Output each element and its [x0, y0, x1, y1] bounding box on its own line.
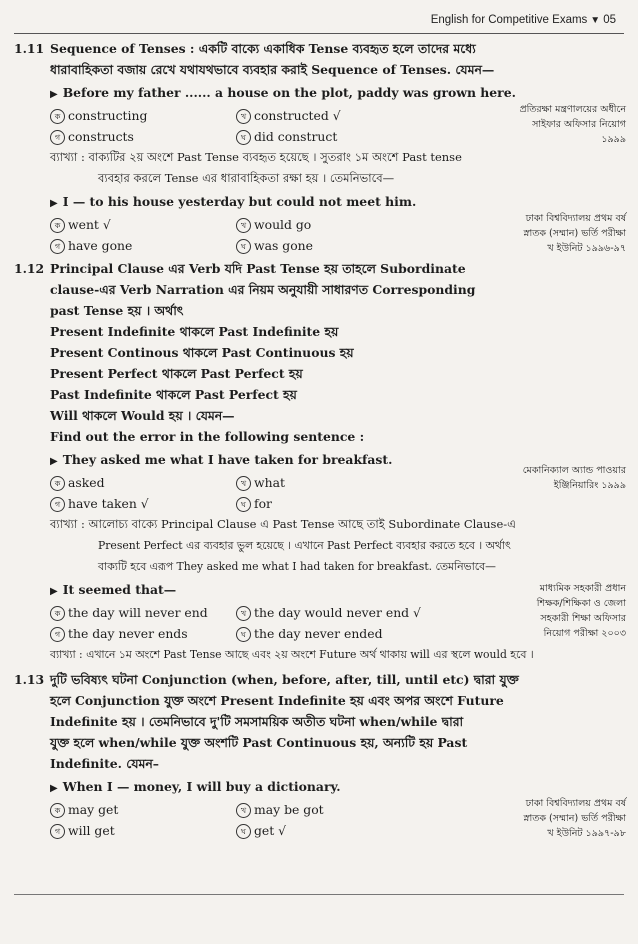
question-text: They asked me what I have taken for breakfast.: [62, 452, 393, 467]
running-header: [431, 14, 616, 26]
question-text: I — to his house yesterday but could not meet him.: [62, 194, 417, 209]
option-a: ক the day will never end: [50, 602, 236, 623]
triangle-right-icon: ▶: [50, 198, 58, 209]
question: [50, 82, 626, 147]
page-number: 05: [603, 14, 616, 26]
triangle-right-icon: ▶: [50, 456, 58, 467]
triangle-right-icon: ▶: [50, 586, 58, 597]
question: [50, 449, 626, 514]
option-d: ঘ for: [236, 493, 422, 514]
option-d: ঘ get √: [236, 820, 422, 841]
footer-rule: [14, 894, 624, 895]
section-number: 1.11: [14, 41, 45, 56]
option-b: খ constructed √: [236, 105, 422, 126]
instruction: Find out the error in the following sentence :: [50, 429, 365, 444]
section-1-11: [14, 38, 626, 256]
option-c: গ will get: [50, 820, 236, 841]
question: [50, 579, 626, 644]
question: [50, 776, 626, 841]
section-number: 1.12: [14, 261, 45, 276]
rule-line: Present Perfect থাকলে Past Perfect হয়: [50, 366, 303, 381]
triangle-right-icon: ▶: [50, 89, 58, 100]
section-intro: clause-এর Verb Narration এর নিয়ম অনুযায়ী সাধারণত Corresponding: [50, 282, 476, 297]
section-intro: Sequence of Tenses : একটি বাক্যে একাধিক Tense ব্যবহৃত হলে তাদের মধ্যে: [50, 41, 476, 56]
rule-line: Present Indefinite থাকলে Past Indefinite হয়: [50, 324, 339, 339]
question-source: মাধ্যমিক সহকারী প্রধান শিক্ষক/শিক্ষিকা ও জেলা সহকারী শিক্ষা অফিসার নিয়োগ পরীক্ষা ২০০৩: [536, 583, 626, 639]
section-intro: দুটি ভবিষ্যৎ ঘটনা Conjunction (when, before, after, till, until etc) দ্বারা যুক্ত: [50, 672, 519, 687]
explanation: ব্যাখ্যা : এখানে ১ম অংশে Past Tense আছে এবং ২য় অংশে Future অর্থ থাকায় will এর স্থলে would হবে ।: [50, 648, 534, 661]
rule-line: Present Continous থাকলে Past Continuous হয়: [50, 345, 354, 360]
option-c: গ constructs: [50, 126, 236, 147]
book-title: English for Competitive Exams: [430, 14, 588, 26]
section-intro: Indefinite. যেমন–: [50, 756, 159, 771]
triangle-down-icon: ▼: [590, 15, 601, 26]
triangle-right-icon: ▶: [50, 783, 58, 794]
question-source: ঢাকা বিশ্ববিদ্যালয় প্রথম বর্ষ স্নাতক (সম্মান) ভর্তি পরীক্ষা খ ইউনিট ১৯৯৬-৯৭: [523, 213, 626, 254]
option-a: ক constructing: [50, 105, 236, 126]
option-b: খ the day would never end √: [236, 602, 422, 623]
section-1-12: [14, 258, 626, 665]
explanation: বাক্যটি হবে এরূপ They asked me what I had taken for breakfast. তেমনিভাবে—: [98, 560, 496, 573]
section-intro: Indefinite হয় । তেমনিভাবে দু'টি সমসাময়িক অতীত ঘটনা when/while দ্বারা: [50, 714, 464, 729]
option-d: ঘ the day never ended: [236, 623, 422, 644]
question-text: Before my father ...... a house on the plot, paddy was grown here.: [62, 85, 516, 100]
option-b: খ what: [236, 472, 422, 493]
option-b: খ may be got: [236, 799, 422, 820]
explanation: ব্যাখ্যা : বাক্যটির ২য় অংশে Past Tense ব্যবহৃত হয়েছে । সুতরাং ১ম অংশে Past tense: [50, 150, 462, 164]
section-intro: হলে Conjunction যুক্ত অংশে Present Indefinite হয় এবং অপর অংশে Future: [50, 693, 504, 708]
section-number: 1.13: [14, 672, 45, 687]
option-c: গ the day never ends: [50, 623, 236, 644]
section-intro: past Tense হয় । অর্থাৎ: [50, 303, 184, 318]
section-intro: Principal Clause এর Verb যদি Past Tense হয় তাহলে Subordinate: [50, 261, 466, 276]
section-1-13: [14, 669, 626, 841]
option-b: খ would go: [236, 214, 422, 235]
option-d: ঘ was gone: [236, 235, 422, 256]
explanation: Present Perfect এর ব্যবহার ভুল হয়েছে । এখানে Past Perfect ব্যবহার করতে হবে । অর্থাৎ: [98, 539, 511, 552]
question: [50, 191, 626, 256]
option-a: ক went √: [50, 214, 236, 235]
section-intro: যুক্ত হলে when/while যুক্ত অংশটি Past Continuous হয়, অন্যটি হয় Past: [50, 735, 468, 750]
question-source: ঢাকা বিশ্ববিদ্যালয় প্রথম বর্ষ স্নাতক (সম্মান) ভর্তি পরীক্ষা খ ইউনিট ১৯৯৭-৯৮: [523, 798, 626, 839]
explanation: ব্যবহার করলে Tense এর ধারাবাহিকতা রক্ষা হয় । তেমনিভাবে—: [98, 171, 395, 185]
option-c: গ have gone: [50, 235, 236, 256]
option-a: ক asked: [50, 472, 236, 493]
question-text: It seemed that—: [62, 582, 177, 597]
rule-line: Will থাকলে Would হয় । যেমন—: [50, 408, 235, 423]
page-content: [14, 38, 626, 841]
explanation: ব্যাখ্যা : আলোচ্য বাক্যে Principal Clause এ Past Tense আছে তাই Subordinate Clause-এ: [50, 517, 516, 531]
question-source: প্রতিরক্ষা মন্ত্রণালয়ের অধীনে সাইফার অফিসার নিয়োগ ১৯৯৯: [519, 104, 626, 145]
rule-line: Past Indefinite থাকলে Past Perfect হয়: [50, 387, 297, 402]
option-d: ঘ did construct: [236, 126, 422, 147]
option-c: গ have taken √: [50, 493, 236, 514]
header-rule: [14, 33, 624, 34]
option-a: ক may get: [50, 799, 236, 820]
question-source: মেকানিক্যাল অ্যান্ড পাওয়ার ইঞ্জিনিয়ারিং ১৯৯৯: [522, 465, 626, 491]
section-intro: ধারাবাহিকতা বজায় রেখে যথাযথভাবে ব্যবহার করাই Sequence of Tenses. যেমন—: [50, 62, 495, 77]
question-text: When I — money, I will buy a dictionary.: [62, 779, 341, 794]
